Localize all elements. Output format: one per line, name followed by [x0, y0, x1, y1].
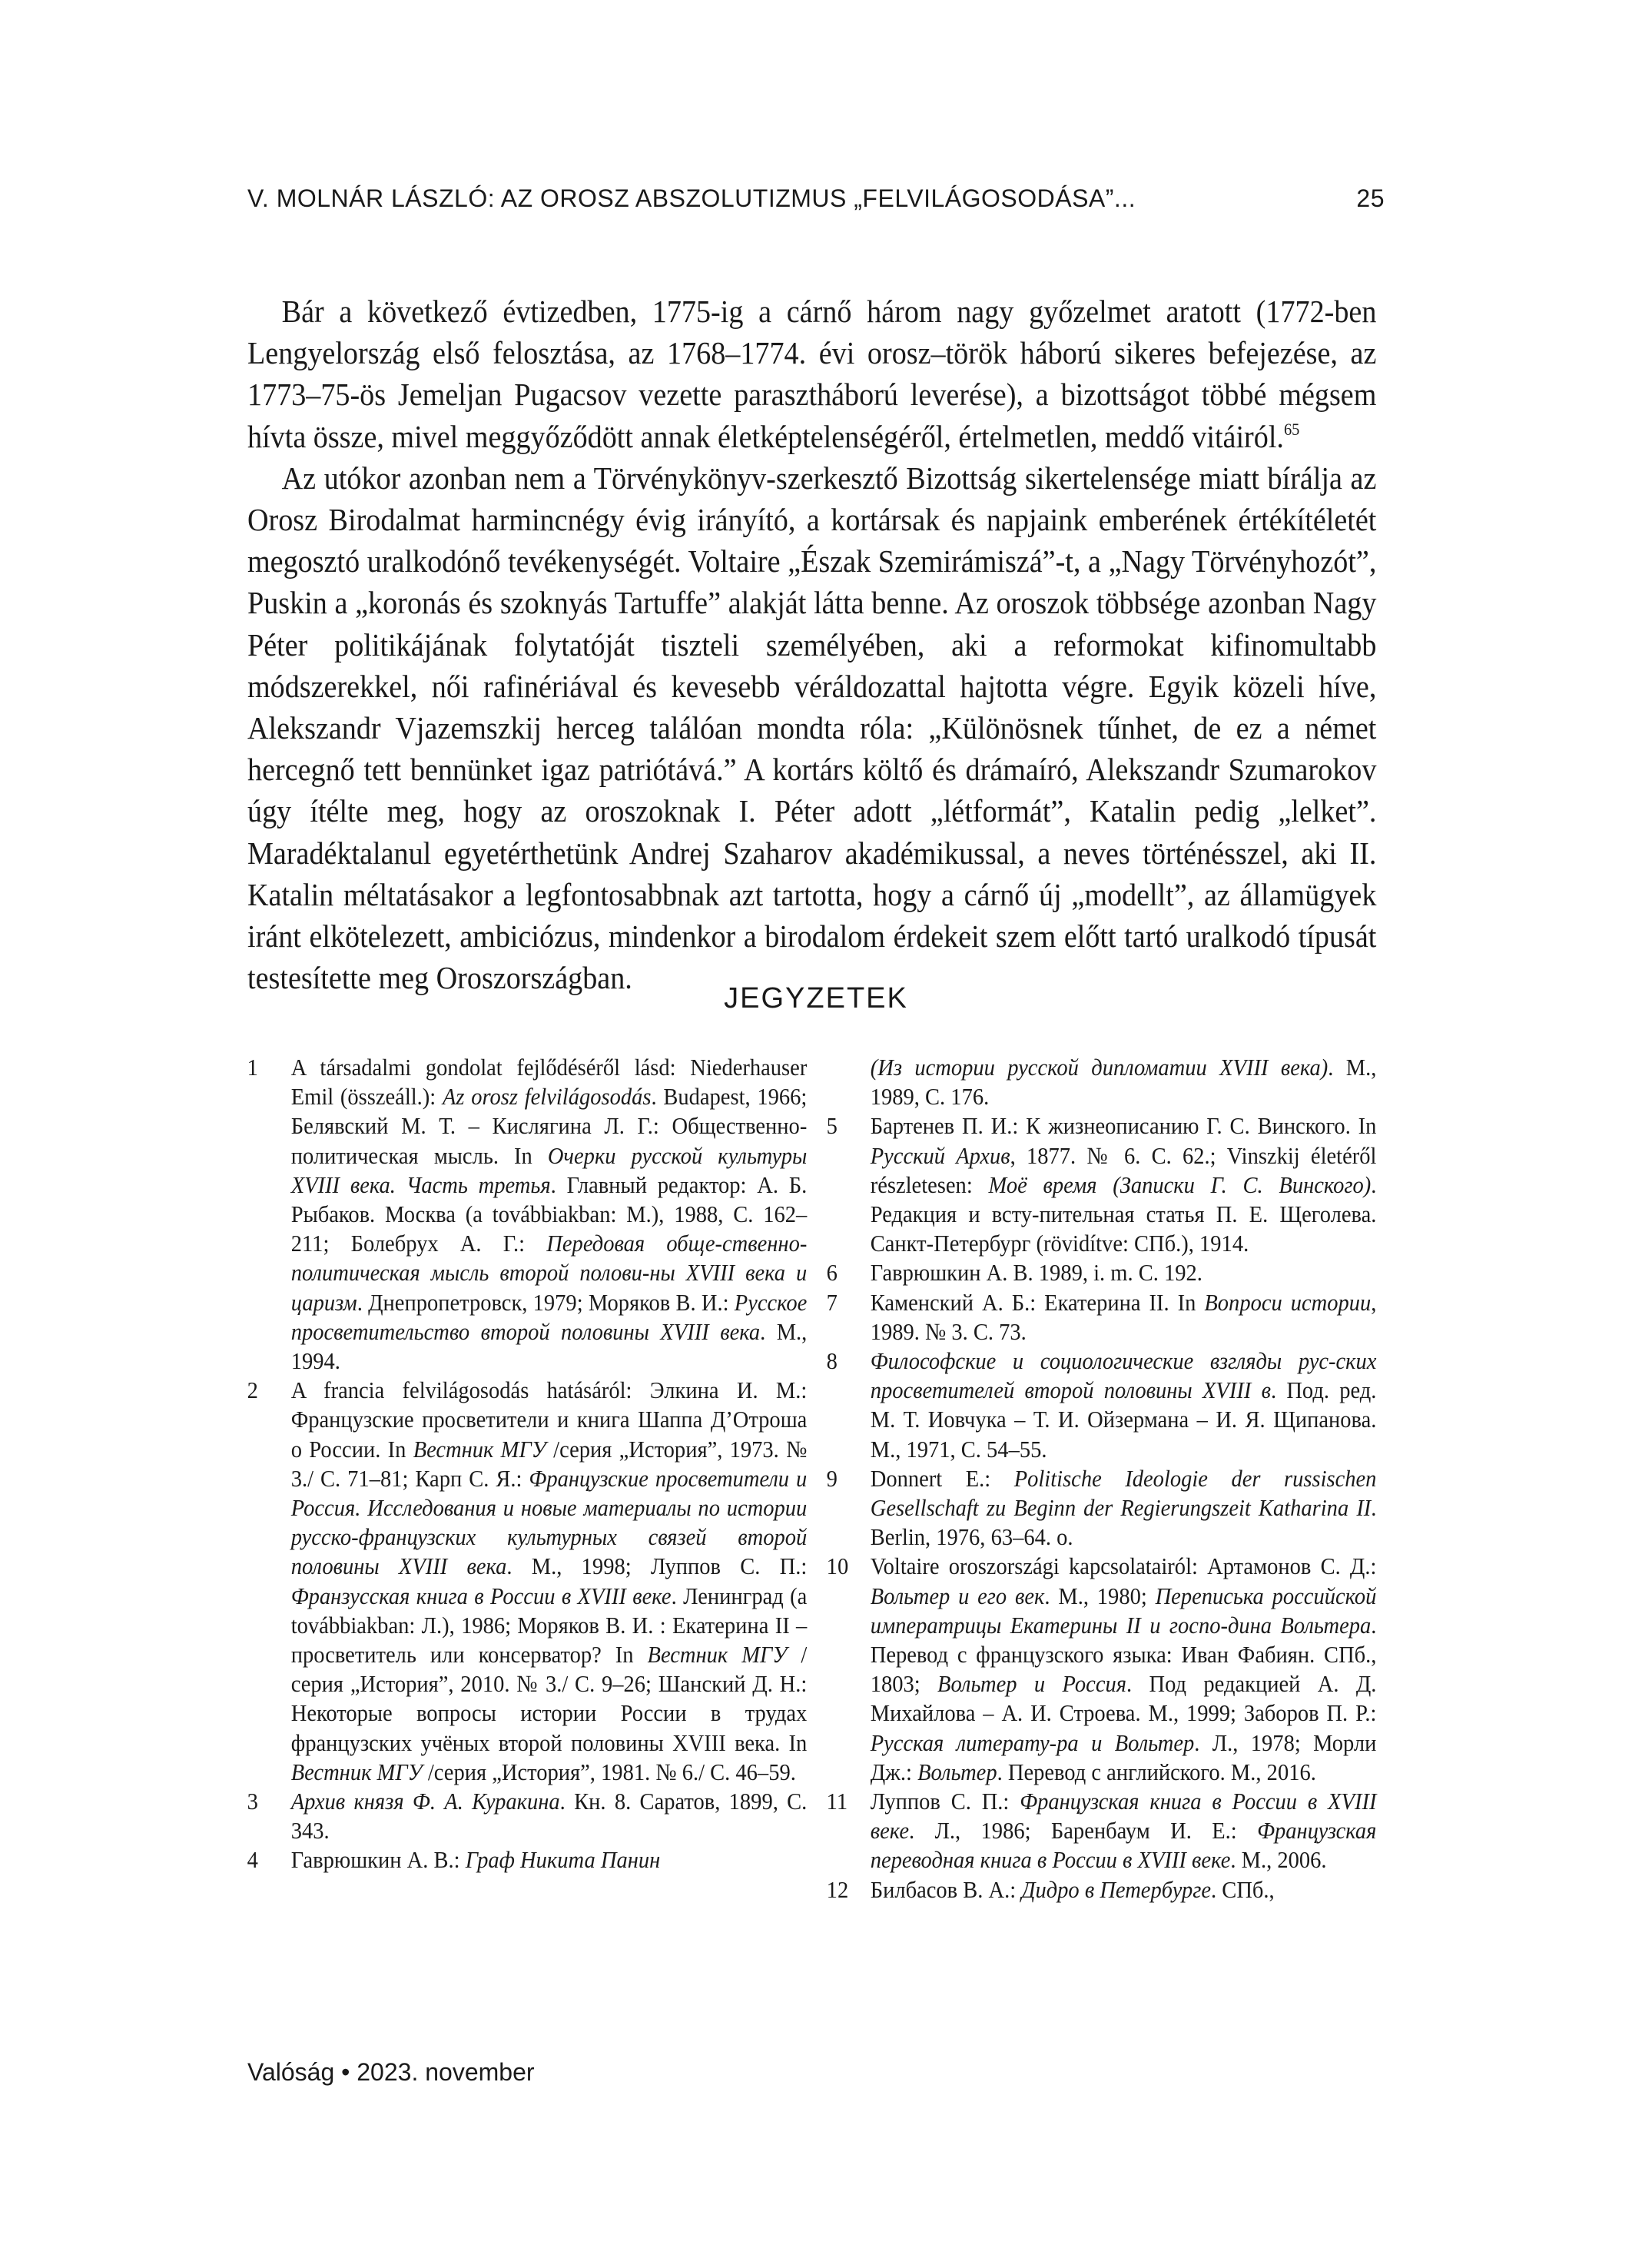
notes-right-column [824, 1053, 1376, 1904]
footnote-number: 12 [826, 1875, 849, 1903]
footnote-text-segment: /серия „История”, 1973. № 3./ С. 71–81; Карп С. Я.: [290, 1435, 808, 1492]
footnote-title-italic: Граф Никита Панин [465, 1846, 661, 1874]
footnote-number: 1 [247, 1054, 258, 1081]
footnote-title-italic: Дидро в Петербурге [1021, 1875, 1212, 1903]
footnote-item [824, 1258, 1376, 1287]
footnote-text-segment: , 1989. № 3. С. 73. [870, 1288, 1377, 1345]
page-number: 25 [1356, 184, 1385, 212]
paragraph-text: Az utókor azonban nem a Törvénykönyv-szerkesztő Bizottság sikertelensége miatt bírálja az Orosz Birodalmat harmincnégy évig irányító, a kortársak és napjaink emberének értékítéletét megosztó uralkodónő tevékenységét. Voltaire „Észak Szemirámiszá”-t, a „Nagy Törvényhozót”, Puskin a „koronás és szoknyás Tartuffe” alakját látta benne. Az oroszok többsége azonban Nagy Péter politikájának folytatóját tiszteli személyében, aki a reformokat kifinomultabb módszerekkel, női rafinériával és kevesebb véráldozattal hajtotta végre. Egyik közeli híve, Alekszandr Vjazemszkij herceg találóan mondta róla: „Különösnek tűnhet, de ez a német hercegnő tett bennünket igaz patriótává.” A kortárs költő és drámaíró, Alekszandr Szumarokov úgy ítélte meg, hogy az oroszoknak I. Péter adott „létformát”, Katalin pedig „lelket”. Maradéktalanul egyetérthetünk Andrej Szaharov akadémikussal, a neves történésszel, aki II. Katalin méltatásakor a legfontosabbnak azt tartotta, hogy a cárnő új „modellt”, az államügyek iránt elkötelezett, ambiciózus, mindenkor a birodalom érdekeit szem előtt tartó uralkodó típusát testesítette meg Oroszországban. [247, 460, 1377, 996]
footnote-number: 11 [826, 1788, 848, 1815]
footnote-title-italic: Вестник МГУ [413, 1435, 546, 1463]
footnote-item [824, 1288, 1376, 1347]
footnote-number: 5 [826, 1112, 838, 1140]
footnote-item [824, 1552, 1376, 1787]
footnote-text-segment: . Л., 1986; Баренбаум И. Е.: [909, 1817, 1258, 1845]
footnote-item [824, 1053, 1376, 1111]
footnote-text [291, 1787, 808, 1845]
footnote-number: 7 [826, 1288, 838, 1316]
footnote-text-segment: . Днепропетровск, 1979; Моряков В. И.: [357, 1288, 735, 1316]
footnote-text-segment: . Budapest, 1966; Белявский М. Т. – Кислягина Л. Г.: Общественно-политическая мысль. In [290, 1083, 808, 1169]
footnote-text-segment: Voltaire oroszországi kapcsolatairól: Артамонов С. Д.: [870, 1552, 1377, 1580]
footnote-text-segment: Билбасов В. А.: [870, 1875, 1022, 1903]
footnote-text-segment: A társadalmi gondolat fejlődéséről lásd: Niederhauser Emil (összeáll.): [290, 1054, 808, 1111]
footnote-text-segment: . Кн. 8. Саратов, 1899, С. 343. [290, 1788, 808, 1845]
footnote-title-italic: Очерки русской культуры XVIII века. Часть третья [290, 1141, 808, 1198]
footnote-title-italic: (Из истории русской дипломатии XVIII века) [870, 1054, 1328, 1081]
paragraph-1 [247, 291, 1376, 457]
footnote-title-italic: Вольтер [917, 1758, 997, 1785]
footnote-number: 2 [247, 1376, 258, 1404]
footnote-text-segment: . СПб., [1211, 1875, 1275, 1903]
footnote-text-segment: , 1877. № 6. С. 62.; Vinszkij életéről részletesen: [870, 1141, 1377, 1198]
footnote-number: 10 [826, 1552, 849, 1580]
footnote-text [871, 1288, 1377, 1347]
footnote-title-italic: Франзусская книга в России в XVIII веке [290, 1582, 672, 1609]
footnote-text-segment: Donnert E.: [870, 1464, 1014, 1492]
footnote-number: 4 [247, 1846, 258, 1874]
footnote-text [871, 1053, 1377, 1111]
footnote-text [871, 1787, 1377, 1875]
running-head [247, 184, 1385, 213]
footnote-text [871, 1552, 1377, 1787]
footnote-text-segment: Луппов С. П.: [870, 1788, 1020, 1815]
article-body [247, 291, 1376, 998]
notes-heading: JEGYZETEK [724, 982, 908, 1014]
footnote-text-segment: . Редакция и всту-пительная статья П. Е. Щеголева. Санкт-Петербург (rövidítve: СПб.), 1914. [870, 1171, 1377, 1257]
footnote-text-segment: Каменский А. Б.: Екатерина II. In [870, 1288, 1205, 1316]
footnote-title-italic: Вольтер и Россия [937, 1670, 1127, 1698]
footnote-text-segment: Гаврюшкин А. В.: [290, 1846, 466, 1874]
footnote-text-segment: . М., 1980; [1044, 1582, 1156, 1609]
footnote-title-italic: Передовая обще-ственно-политическая мысль второй полови-ны XVIII века и царизм [290, 1230, 808, 1316]
footnote-text-segment: . Л., 1978; Морли Дж.: [870, 1728, 1377, 1785]
footnote-text-segment: . М., 1998; Луппов С. П.: [506, 1552, 808, 1580]
footnote-title-italic: Вестник МГУ [647, 1641, 788, 1669]
footnote-text-segment: Гаврюшкин А. В. 1989, i. m. С. 192. [870, 1259, 1202, 1287]
footnote-text [871, 1347, 1377, 1464]
footnote-text-segment: . Главный редактор: А. Б. Рыбаков. Москва (a továbbiakban: M.), 1988, С. 162–211; Болебрух А. Г.: [290, 1171, 808, 1257]
footnote-text [871, 1464, 1377, 1552]
footnote-text [871, 1875, 1377, 1904]
footnote-title-italic: Моё время (Записки Г. С. Винского) [988, 1171, 1372, 1198]
footnote-text-segment: . Перевод с английского. М., 2016. [997, 1758, 1316, 1785]
footnote-text [291, 1845, 808, 1875]
running-title: V. MOLNÁR LÁSZLÓ: AZ OROSZ ABSZOLUTIZMUS „FELVILÁGOSODÁSA”... [247, 184, 1136, 212]
footnote-text-segment: . М., 1994. [290, 1317, 808, 1375]
footnote-item [244, 1376, 807, 1787]
footnote-title-italic: Вольтер и его век [870, 1582, 1045, 1609]
footnote-title-italic: Философские и социологические взгляды рус-ских просветителей второй половины XVIII в [870, 1347, 1377, 1404]
footnote-text-segment: . Berlin, 1976, 63–64. o. [870, 1494, 1377, 1551]
footnote-item [244, 1845, 807, 1875]
footnote-number: 6 [826, 1259, 838, 1287]
footnote-title-italic: Французские просветители и Россия. Исследования и новые материалы по истории русско-французских культурных связей второй половины XVIII века [290, 1464, 808, 1580]
footnote-text-segment: /серия „История”, 2010. № 3./ С. 9–26; Шанский Д. Н.: Некоторые вопросы истории России в трудах французских учёных второй половины XVIII века. In [290, 1641, 808, 1756]
footnote-title-italic: Русский Архив [870, 1141, 1010, 1169]
notes-left-column [244, 1053, 807, 1875]
footnote-item [824, 1875, 1376, 1904]
footnote-item [824, 1111, 1376, 1258]
footnote-item [824, 1464, 1376, 1552]
footnote-text-segment: . Ленинград (a továbbiakban: Л.), 1986; Моряков В. И. : Екатерина II – просветитель или консерватор? In [290, 1582, 808, 1669]
footnote-text [291, 1053, 808, 1376]
footnote-ref[interactable]: 65 [1283, 419, 1300, 439]
footnote-text [871, 1258, 1377, 1287]
footer-publication: Valóság • 2023. november [247, 2058, 535, 2086]
footnote-title-italic: Az orosz felvilágosodás [442, 1083, 652, 1111]
footnote-text-segment: . М., 1989, С. 176. [870, 1054, 1377, 1111]
footnote-title-italic: Вестник МГУ [290, 1758, 423, 1785]
footnote-number: 9 [826, 1464, 838, 1492]
footnote-title-italic: Переписька российской императрицы Екатерины II и госпо-дина Вольтера [870, 1582, 1377, 1639]
footnote-text [291, 1376, 808, 1787]
footnote-title-italic: Русское просветительство второй половины XVIII века [290, 1288, 808, 1345]
footnote-number: 3 [247, 1788, 258, 1815]
footnote-text-segment: . Под редакцией А. Д. Михайлова – А. И. Строева. М., 1999; Заборов П. Р.: [870, 1670, 1377, 1727]
footnote-text-segment: A francia felvilágosodás hatásáról: Элкина И. М.: Французские просветители и книга Шаппа Д’Отроша о России. In [290, 1376, 808, 1463]
footnote-text-segment: . Под. ред. М. Т. Иовчука – Т. И. Ойзермана – И. Я. Щипанова. М., 1971, С. 54–55. [870, 1376, 1377, 1463]
footnote-item [824, 1787, 1376, 1875]
footnote-item [244, 1053, 807, 1376]
paragraph-text: Bár a következő évtizedben, 1775-ig a cárnő három nagy győzelmet aratott (1772-ben Lengyelország első felosztása, az 1768–1774. évi orosz–török háború sikeres befejezése, az 1773–75-ös Jemeljan Pugacsov vezette parasztháború leverése), a bizottságot többé mégsem hívta össze, mivel meggyőződött annak életképtelenségéről, értelmetlen, meddő vitáiról. [247, 294, 1377, 454]
footnote-text-segment: . М., 2006. [1230, 1846, 1327, 1874]
footnote-number: 8 [826, 1347, 838, 1375]
footnote-text-segment: Бартенев П. И.: К жизнеописанию Г. С. Винского. In [870, 1112, 1377, 1140]
footnote-text-segment: /серия „История”, 1981. № 6./ С. 46–59. [422, 1758, 796, 1785]
footnote-title-italic: Politische Ideologie der russischen Gesellschaft zu Beginn der Regierungszeit Katharina II [870, 1464, 1377, 1522]
footnote-title-italic: Русская литерату-ра и Вольтер [870, 1728, 1195, 1756]
paragraph-2 [247, 457, 1376, 999]
footnote-text [871, 1111, 1377, 1258]
footnote-title-italic: Архив князя Ф. А. Куракина [290, 1788, 560, 1815]
footnote-title-italic: Французская переводная книга в России в XVIII веке [870, 1817, 1377, 1874]
footnote-title-italic: Французская книга в России в XVIII веке [870, 1788, 1377, 1845]
footnote-text-segment: . Перевод с французского языка: Иван Фабиян. СПб., 1803; [870, 1611, 1377, 1698]
footnote-title-italic: Вопроси истории [1204, 1288, 1372, 1316]
footnote-item [244, 1787, 807, 1845]
footnote-item [824, 1347, 1376, 1464]
